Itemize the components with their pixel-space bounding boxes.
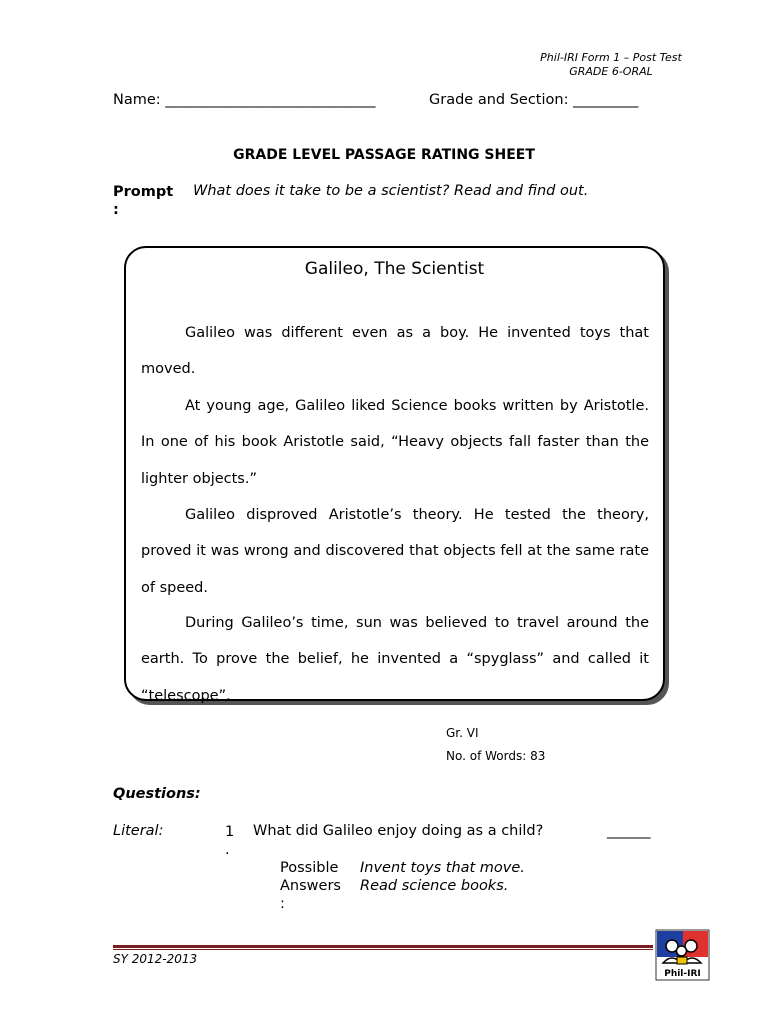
name-field: Name: _____________________________: [113, 92, 376, 108]
word-count-label: No. of Words: 83: [446, 749, 546, 763]
footer-rule-thin: [113, 949, 653, 950]
question-category: Literal:: [113, 823, 164, 839]
passage-paragraph: Galileo disproved Aristotle’s theory. He tested the theory, proved it was wrong and discovered that objects fell at the same rate of speed.: [141, 507, 649, 596]
passage-paragraph: At young age, Galileo liked Science books written by Aristotle. In one of his book Aristotle said, “Heavy objects fall faster than the lighter objects.”: [141, 398, 649, 487]
question-text: What did Galileo enjoy doing as a child?: [253, 823, 544, 839]
answer-item: Invent toys that move.: [360, 860, 525, 876]
school-year: SY 2012-2013: [113, 952, 198, 966]
answer-item: Read science books.: [360, 878, 509, 894]
possible-answers-label: Possible Answers :: [280, 860, 341, 912]
logo-text: Phil-IRI: [664, 969, 701, 979]
phil-iri-logo: [655, 929, 710, 981]
passage-paragraph: During Galileo’s time, sun was believed to travel around the earth. To prove the belief, he invented a “spyglass” and called it “telescope”.: [141, 615, 649, 704]
grade-level-label: Gr. VI: [446, 726, 479, 740]
footer-rule: [113, 945, 653, 948]
passage-paragraph: Galileo was different even as a boy. He invented toys that moved.: [141, 325, 649, 378]
phil-iri-logo-icon: [655, 929, 710, 981]
passage-title: Galileo, The Scientist: [304, 259, 485, 279]
form-grade: GRADE 6-ORAL: [569, 65, 653, 78]
form-header: [511, 51, 711, 79]
questions-heading: Questions:: [113, 786, 201, 802]
question-number: 1 .: [225, 824, 235, 858]
grade-section-field: Grade and Section: _________: [429, 92, 639, 108]
form-title: Phil-IRI Form 1 – Post Test: [540, 51, 682, 64]
possible-answers: [360, 859, 525, 895]
sheet-title: GRADE LEVEL PASSAGE RATING SHEET: [233, 147, 535, 163]
prompt-label: Prompt :: [113, 184, 174, 218]
answer-blank: ______: [607, 823, 651, 839]
prompt-text: What does it take to be a scientist? Read and find out.: [193, 183, 589, 199]
